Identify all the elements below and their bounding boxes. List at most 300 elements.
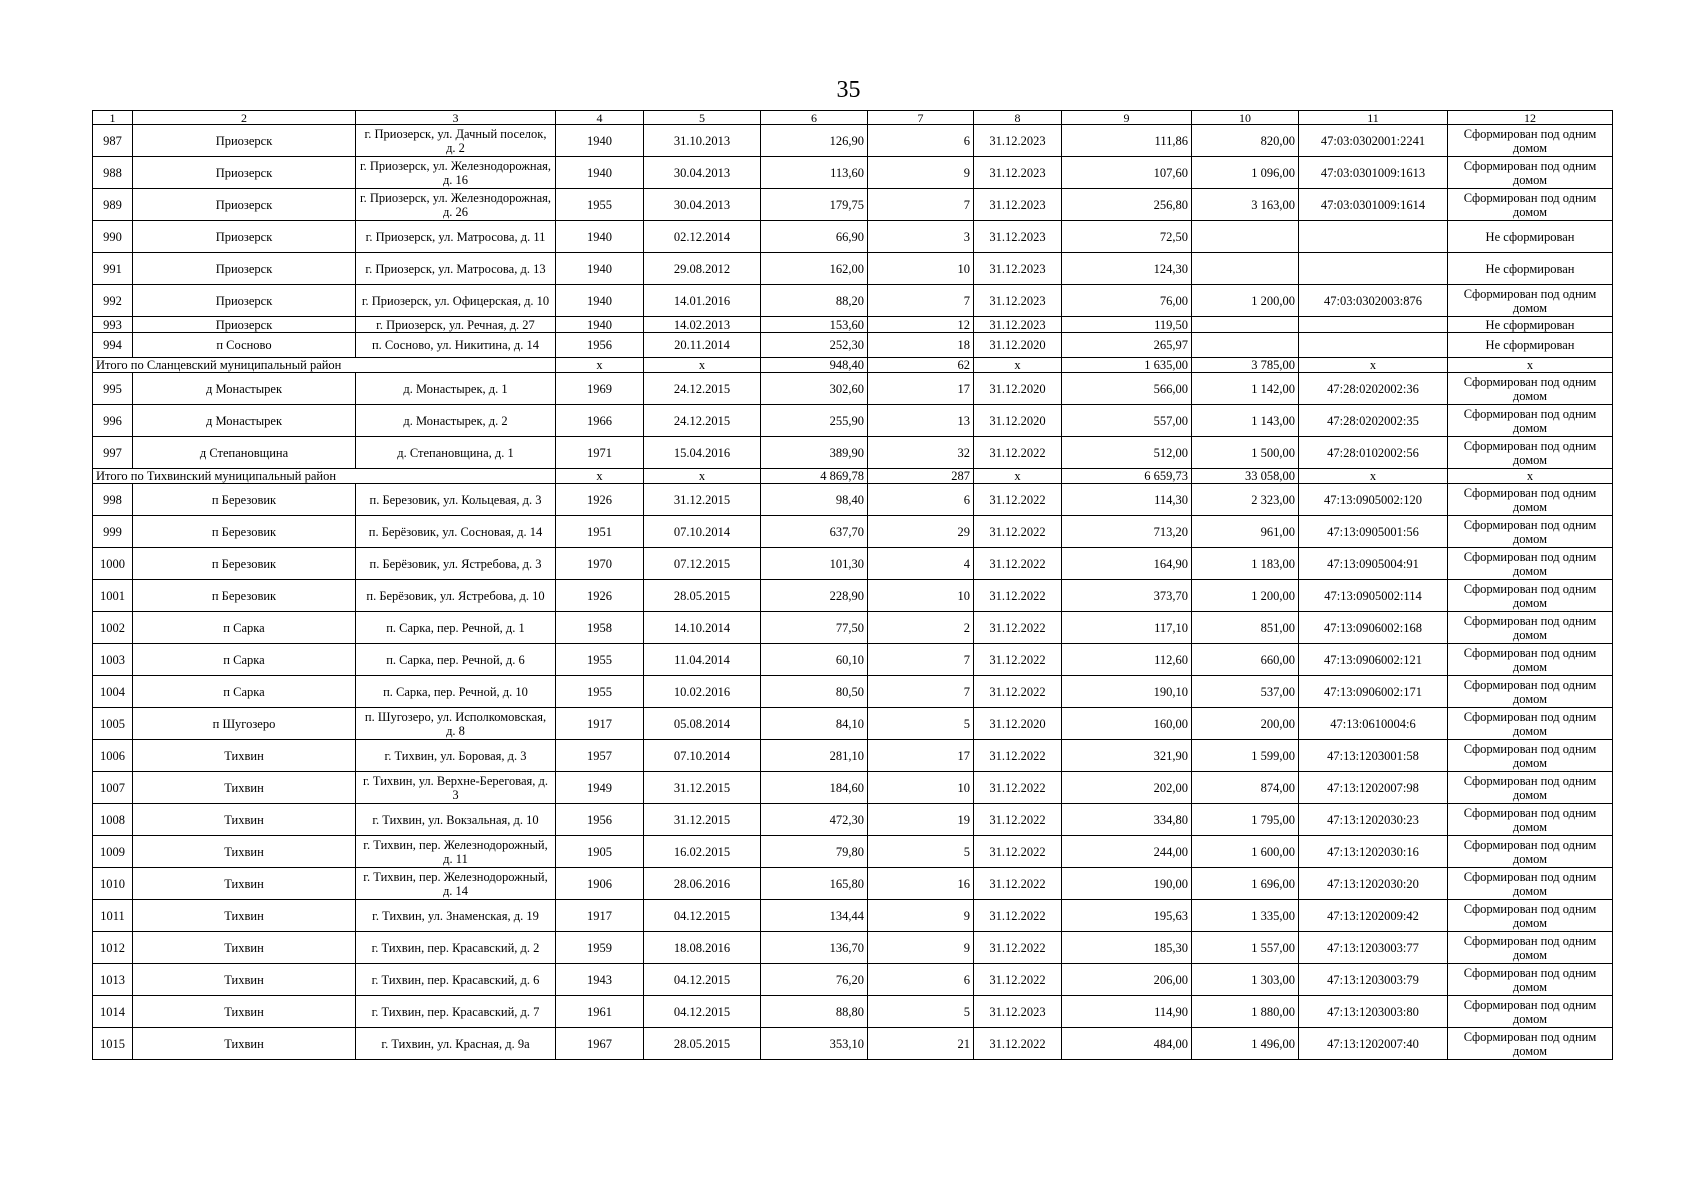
land-status-cell: Сформирован под одним домом	[1448, 996, 1613, 1028]
settlement-cell: п Сарка	[133, 644, 356, 676]
land-status-cell: Сформирован под одним домом	[1448, 516, 1613, 548]
land-area-cell: 1 600,00	[1192, 836, 1299, 868]
residents-cell: 17	[868, 740, 974, 772]
address-cell: г. Тихвин, ул. Знаменская, д. 19	[356, 900, 556, 932]
address-cell: г. Приозерск, ул. Матросова, д. 11	[356, 221, 556, 253]
housing-register-table	[92, 110, 1613, 1060]
address-cell: г. Тихвин, пер. Железнодорожный, д. 14	[356, 868, 556, 900]
recognition-date-cell: 24.12.2015	[644, 373, 761, 405]
column-number-header: 3	[356, 111, 556, 125]
area-cell: 389,90	[761, 437, 868, 469]
land-status-cell: Сформирован под одним домом	[1448, 484, 1613, 516]
table-row	[93, 317, 1613, 333]
table-row	[93, 836, 1613, 868]
table-row	[93, 772, 1613, 804]
cadastral-number-cell: 47:13:0905001:56	[1299, 516, 1448, 548]
cadastral-number-cell: 47:13:1203003:79	[1299, 964, 1448, 996]
settlement-cell: п Сосново	[133, 333, 356, 358]
year-built-cell: 1917	[556, 708, 644, 740]
area-cell: 134,44	[761, 900, 868, 932]
year-built-cell: 1956	[556, 804, 644, 836]
area-total-cell: 112,60	[1062, 644, 1192, 676]
year-built-cell: 1955	[556, 676, 644, 708]
resettlement-deadline-cell: 31.12.2023	[974, 317, 1062, 333]
settlement-cell: Приозерск	[133, 157, 356, 189]
recognition-date-cell: 05.08.2014	[644, 708, 761, 740]
area-cell: 136,70	[761, 932, 868, 964]
land-status-cell: Сформирован под одним домом	[1448, 900, 1613, 932]
recognition-date-cell: 02.12.2014	[644, 221, 761, 253]
row-number-cell: 1008	[93, 804, 133, 836]
land-area-cell: 851,00	[1192, 612, 1299, 644]
recognition-date-cell: 14.02.2013	[644, 317, 761, 333]
land-status-cell: Сформирован под одним домом	[1448, 772, 1613, 804]
land-status-cell: Сформирован под одним домом	[1448, 644, 1613, 676]
cadastral-number-cell: 47:13:1203003:80	[1299, 996, 1448, 1028]
area-cell: 179,75	[761, 189, 868, 221]
cadastral-number-cell: 47:28:0202002:35	[1299, 405, 1448, 437]
land-area-cell: 1 183,00	[1192, 548, 1299, 580]
land-area-cell: 1 795,00	[1192, 804, 1299, 836]
resettlement-deadline-cell: 31.12.2020	[974, 405, 1062, 437]
total-col5-cell: x	[644, 358, 761, 373]
area-total-cell: 484,00	[1062, 1028, 1192, 1060]
table-row	[93, 580, 1613, 612]
address-cell: п. Шугозеро, ул. Исполкомовская, д. 8	[356, 708, 556, 740]
residents-cell: 6	[868, 125, 974, 157]
recognition-date-cell: 30.04.2013	[644, 189, 761, 221]
land-status-cell: Сформирован под одним домом	[1448, 580, 1613, 612]
area-total-cell: 117,10	[1062, 612, 1192, 644]
table-row	[93, 333, 1613, 358]
cadastral-number-cell: 47:13:1202030:23	[1299, 804, 1448, 836]
table-row	[93, 644, 1613, 676]
row-number-cell: 998	[93, 484, 133, 516]
address-cell: г. Приозерск, ул. Матросова, д. 13	[356, 253, 556, 285]
residents-cell: 6	[868, 964, 974, 996]
year-built-cell: 1926	[556, 484, 644, 516]
land-area-cell: 874,00	[1192, 772, 1299, 804]
column-number-header: 12	[1448, 111, 1613, 125]
subtotal-row	[93, 469, 1613, 484]
cadastral-number-cell: 47:28:0102002:56	[1299, 437, 1448, 469]
year-built-cell: 1940	[556, 221, 644, 253]
address-cell: г. Приозерск, ул. Речная, д. 27	[356, 317, 556, 333]
area-total-cell: 160,00	[1062, 708, 1192, 740]
cadastral-number-cell: 47:13:1202030:16	[1299, 836, 1448, 868]
residents-cell: 9	[868, 157, 974, 189]
land-area-cell: 1 200,00	[1192, 285, 1299, 317]
area-cell: 113,60	[761, 157, 868, 189]
address-cell: г. Тихвин, ул. Красная, д. 9а	[356, 1028, 556, 1060]
settlement-cell: Тихвин	[133, 900, 356, 932]
total-col12-cell: x	[1448, 358, 1613, 373]
land-status-cell: Сформирован под одним домом	[1448, 1028, 1613, 1060]
table-row	[93, 612, 1613, 644]
row-number-cell: 1011	[93, 900, 133, 932]
cadastral-number-cell: 47:13:0610004:6	[1299, 708, 1448, 740]
area-total-cell: 206,00	[1062, 964, 1192, 996]
cadastral-number-cell: 47:13:1202009:42	[1299, 900, 1448, 932]
row-number-cell: 991	[93, 253, 133, 285]
resettlement-deadline-cell: 31.12.2022	[974, 836, 1062, 868]
resettlement-deadline-cell: 31.12.2022	[974, 804, 1062, 836]
area-cell: 79,80	[761, 836, 868, 868]
residents-cell: 9	[868, 932, 974, 964]
area-cell: 353,10	[761, 1028, 868, 1060]
settlement-cell: п Сарка	[133, 612, 356, 644]
area-cell: 60,10	[761, 644, 868, 676]
area-total-cell: 256,80	[1062, 189, 1192, 221]
address-cell: п. Сосново, ул. Никитина, д. 14	[356, 333, 556, 358]
area-total-cell: 557,00	[1062, 405, 1192, 437]
table-row	[93, 221, 1613, 253]
table-row	[93, 676, 1613, 708]
land-area-cell: 1 880,00	[1192, 996, 1299, 1028]
land-status-cell: Сформирован под одним домом	[1448, 189, 1613, 221]
column-number-header: 9	[1062, 111, 1192, 125]
area-total-cell: 713,20	[1062, 516, 1192, 548]
total-col8-cell: x	[974, 358, 1062, 373]
land-status-cell: Сформирован под одним домом	[1448, 612, 1613, 644]
recognition-date-cell: 07.10.2014	[644, 516, 761, 548]
area-cell: 162,00	[761, 253, 868, 285]
area-cell: 101,30	[761, 548, 868, 580]
land-status-cell: Не сформирован	[1448, 333, 1613, 358]
address-cell: г. Тихвин, ул. Вокзальная, д. 10	[356, 804, 556, 836]
area-total-cell: 114,30	[1062, 484, 1192, 516]
settlement-cell: Приозерск	[133, 317, 356, 333]
area-total-cell: 334,80	[1062, 804, 1192, 836]
settlement-cell: п Сарка	[133, 676, 356, 708]
year-built-cell: 1956	[556, 333, 644, 358]
recognition-date-cell: 31.12.2015	[644, 804, 761, 836]
land-area-cell	[1192, 221, 1299, 253]
cadastral-number-cell: 47:13:1203001:58	[1299, 740, 1448, 772]
land-area-cell: 200,00	[1192, 708, 1299, 740]
land-area-cell: 537,00	[1192, 676, 1299, 708]
settlement-cell: п Березовик	[133, 580, 356, 612]
cadastral-number-cell: 47:13:0905002:120	[1299, 484, 1448, 516]
address-cell: д. Степановщина, д. 1	[356, 437, 556, 469]
area-cell: 80,50	[761, 676, 868, 708]
table-row	[93, 189, 1613, 221]
settlement-cell: Тихвин	[133, 772, 356, 804]
residents-cell: 13	[868, 405, 974, 437]
year-built-cell: 1906	[556, 868, 644, 900]
recognition-date-cell: 11.04.2014	[644, 644, 761, 676]
resettlement-deadline-cell: 31.12.2020	[974, 708, 1062, 740]
area-total-cell: 72,50	[1062, 221, 1192, 253]
row-number-cell: 992	[93, 285, 133, 317]
settlement-cell: п Березовик	[133, 484, 356, 516]
column-number-header: 6	[761, 111, 868, 125]
subtotal-row	[93, 358, 1613, 373]
column-number-header: 7	[868, 111, 974, 125]
column-number-header: 4	[556, 111, 644, 125]
year-built-cell: 1957	[556, 740, 644, 772]
row-number-cell: 1009	[93, 836, 133, 868]
recognition-date-cell: 28.05.2015	[644, 580, 761, 612]
area-cell: 165,80	[761, 868, 868, 900]
address-cell: п. Березовик, ул. Кольцевая, д. 3	[356, 484, 556, 516]
row-number-cell: 989	[93, 189, 133, 221]
row-number-cell: 993	[93, 317, 133, 333]
row-number-cell: 1003	[93, 644, 133, 676]
settlement-cell: Тихвин	[133, 996, 356, 1028]
area-cell: 637,70	[761, 516, 868, 548]
year-built-cell: 1940	[556, 157, 644, 189]
column-number-header: 5	[644, 111, 761, 125]
table-row	[93, 996, 1613, 1028]
cadastral-number-cell	[1299, 317, 1448, 333]
settlement-cell: Приозерск	[133, 189, 356, 221]
residents-cell: 2	[868, 612, 974, 644]
resettlement-deadline-cell: 31.12.2023	[974, 996, 1062, 1028]
resettlement-deadline-cell: 31.12.2022	[974, 516, 1062, 548]
recognition-date-cell: 04.12.2015	[644, 964, 761, 996]
land-status-cell: Сформирован под одним домом	[1448, 804, 1613, 836]
residents-cell: 7	[868, 285, 974, 317]
land-status-cell: Сформирован под одним домом	[1448, 836, 1613, 868]
year-built-cell: 1905	[556, 836, 644, 868]
total-residents-cell: 287	[868, 469, 974, 484]
year-built-cell: 1926	[556, 580, 644, 612]
row-number-cell: 1015	[93, 1028, 133, 1060]
land-status-cell: Сформирован под одним домом	[1448, 125, 1613, 157]
land-status-cell: Сформирован под одним домом	[1448, 868, 1613, 900]
land-status-cell: Сформирован под одним домом	[1448, 157, 1613, 189]
resettlement-deadline-cell: 31.12.2023	[974, 125, 1062, 157]
row-number-cell: 1007	[93, 772, 133, 804]
address-cell: д. Монастырек, д. 1	[356, 373, 556, 405]
total-col12-cell: x	[1448, 469, 1613, 484]
row-number-cell: 1004	[93, 676, 133, 708]
recognition-date-cell: 28.06.2016	[644, 868, 761, 900]
total-area-all-cell: 6 659,73	[1062, 469, 1192, 484]
table-row	[93, 253, 1613, 285]
land-area-cell: 1 496,00	[1192, 1028, 1299, 1060]
settlement-cell: Приозерск	[133, 221, 356, 253]
column-number-header: 1	[93, 111, 133, 125]
address-cell: п. Сарка, пер. Речной, д. 1	[356, 612, 556, 644]
settlement-cell: Приозерск	[133, 125, 356, 157]
land-area-cell: 660,00	[1192, 644, 1299, 676]
land-status-cell: Не сформирован	[1448, 253, 1613, 285]
address-cell: г. Тихвин, пер. Красавский, д. 7	[356, 996, 556, 1028]
recognition-date-cell: 04.12.2015	[644, 996, 761, 1028]
land-area-cell: 1 096,00	[1192, 157, 1299, 189]
recognition-date-cell: 04.12.2015	[644, 900, 761, 932]
address-cell: п. Берёзовик, ул. Сосновая, д. 14	[356, 516, 556, 548]
address-cell: г. Приозерск, ул. Железнодорожная, д. 16	[356, 157, 556, 189]
residents-cell: 21	[868, 1028, 974, 1060]
residents-cell: 29	[868, 516, 974, 548]
residents-cell: 7	[868, 676, 974, 708]
year-built-cell: 1970	[556, 548, 644, 580]
address-cell: г. Тихвин, пер. Красавский, д. 2	[356, 932, 556, 964]
residents-cell: 6	[868, 484, 974, 516]
area-total-cell: 512,00	[1062, 437, 1192, 469]
residents-cell: 10	[868, 253, 974, 285]
column-number-header: 8	[974, 111, 1062, 125]
row-number-cell: 1013	[93, 964, 133, 996]
settlement-cell: Приозерск	[133, 253, 356, 285]
land-area-cell: 1 557,00	[1192, 932, 1299, 964]
recognition-date-cell: 07.12.2015	[644, 548, 761, 580]
row-number-cell: 990	[93, 221, 133, 253]
land-status-cell: Сформирован под одним домом	[1448, 548, 1613, 580]
land-area-cell: 961,00	[1192, 516, 1299, 548]
row-number-cell: 1000	[93, 548, 133, 580]
residents-cell: 17	[868, 373, 974, 405]
area-cell: 98,40	[761, 484, 868, 516]
address-cell: п. Берёзовик, ул. Ястребова, д. 10	[356, 580, 556, 612]
row-number-cell: 1001	[93, 580, 133, 612]
table-row	[93, 125, 1613, 157]
residents-cell: 10	[868, 772, 974, 804]
row-number-cell: 1012	[93, 932, 133, 964]
address-cell: г. Тихвин, пер. Железнодорожный, д. 11	[356, 836, 556, 868]
recognition-date-cell: 10.02.2016	[644, 676, 761, 708]
year-built-cell: 1967	[556, 1028, 644, 1060]
cadastral-number-cell: 47:28:0202002:36	[1299, 373, 1448, 405]
address-cell: п. Сарка, пер. Речной, д. 10	[356, 676, 556, 708]
settlement-cell: Тихвин	[133, 932, 356, 964]
area-cell: 84,10	[761, 708, 868, 740]
area-total-cell: 164,90	[1062, 548, 1192, 580]
settlement-cell: Тихвин	[133, 868, 356, 900]
row-number-cell: 987	[93, 125, 133, 157]
year-built-cell: 1949	[556, 772, 644, 804]
year-built-cell: 1940	[556, 253, 644, 285]
recognition-date-cell: 29.08.2012	[644, 253, 761, 285]
land-area-cell: 1 303,00	[1192, 964, 1299, 996]
cadastral-number-cell: 47:13:1203003:77	[1299, 932, 1448, 964]
row-number-cell: 999	[93, 516, 133, 548]
land-status-cell: Сформирован под одним домом	[1448, 405, 1613, 437]
row-number-cell: 996	[93, 405, 133, 437]
total-col4-cell: x	[556, 469, 644, 484]
residents-cell: 9	[868, 900, 974, 932]
table-row	[93, 868, 1613, 900]
resettlement-deadline-cell: 31.12.2020	[974, 333, 1062, 358]
area-cell: 252,30	[761, 333, 868, 358]
area-total-cell: 119,50	[1062, 317, 1192, 333]
table-row	[93, 484, 1613, 516]
resettlement-deadline-cell: 31.12.2022	[974, 1028, 1062, 1060]
resettlement-deadline-cell: 31.12.2022	[974, 900, 1062, 932]
settlement-cell: Тихвин	[133, 740, 356, 772]
settlement-cell: д Монастырек	[133, 405, 356, 437]
year-built-cell: 1940	[556, 317, 644, 333]
cadastral-number-cell: 47:13:1202007:98	[1299, 772, 1448, 804]
year-built-cell: 1955	[556, 189, 644, 221]
table-row	[93, 1028, 1613, 1060]
address-cell: п. Сарка, пер. Речной, д. 6	[356, 644, 556, 676]
cadastral-number-cell: 47:03:0302003:876	[1299, 285, 1448, 317]
land-status-cell: Сформирован под одним домом	[1448, 676, 1613, 708]
land-status-cell: Сформирован под одним домом	[1448, 932, 1613, 964]
area-cell: 153,60	[761, 317, 868, 333]
year-built-cell: 1940	[556, 285, 644, 317]
cadastral-number-cell: 47:13:1202007:40	[1299, 1028, 1448, 1060]
table-row	[93, 804, 1613, 836]
residents-cell: 7	[868, 644, 974, 676]
address-cell: д. Монастырек, д. 2	[356, 405, 556, 437]
land-status-cell: Сформирован под одним домом	[1448, 437, 1613, 469]
area-total-cell: 244,00	[1062, 836, 1192, 868]
recognition-date-cell: 31.12.2015	[644, 484, 761, 516]
resettlement-deadline-cell: 31.12.2023	[974, 221, 1062, 253]
year-built-cell: 1971	[556, 437, 644, 469]
subtotal-label: Итого по Сланцевский муниципальный район	[93, 358, 556, 373]
total-col11-cell: x	[1299, 358, 1448, 373]
residents-cell: 18	[868, 333, 974, 358]
resettlement-deadline-cell: 31.12.2022	[974, 580, 1062, 612]
residents-cell: 5	[868, 996, 974, 1028]
resettlement-deadline-cell: 31.12.2023	[974, 157, 1062, 189]
land-area-cell: 2 323,00	[1192, 484, 1299, 516]
row-number-cell: 1014	[93, 996, 133, 1028]
area-total-cell: 111,86	[1062, 125, 1192, 157]
land-area-cell: 1 335,00	[1192, 900, 1299, 932]
total-col11-cell: x	[1299, 469, 1448, 484]
year-built-cell: 1966	[556, 405, 644, 437]
row-number-cell: 994	[93, 333, 133, 358]
total-area-cell: 4 869,78	[761, 469, 868, 484]
total-col5-cell: x	[644, 469, 761, 484]
area-cell: 302,60	[761, 373, 868, 405]
page-number: 35	[836, 77, 861, 103]
area-cell: 184,60	[761, 772, 868, 804]
land-area-cell	[1192, 253, 1299, 285]
area-total-cell: 195,63	[1062, 900, 1192, 932]
total-land-area-cell: 3 785,00	[1192, 358, 1299, 373]
recognition-date-cell: 20.11.2014	[644, 333, 761, 358]
land-status-cell: Не сформирован	[1448, 221, 1613, 253]
area-total-cell: 76,00	[1062, 285, 1192, 317]
land-area-cell: 1 500,00	[1192, 437, 1299, 469]
row-number-cell: 988	[93, 157, 133, 189]
settlement-cell: п Березовик	[133, 516, 356, 548]
total-col4-cell: x	[556, 358, 644, 373]
subtotal-label: Итого по Тихвинский муниципальный район	[93, 469, 556, 484]
row-number-cell: 1006	[93, 740, 133, 772]
recognition-date-cell: 16.02.2015	[644, 836, 761, 868]
table-row	[93, 708, 1613, 740]
column-number-header: 11	[1299, 111, 1448, 125]
cadastral-number-cell: 47:13:0906002:171	[1299, 676, 1448, 708]
land-status-cell: Сформирован под одним домом	[1448, 740, 1613, 772]
row-number-cell: 1010	[93, 868, 133, 900]
resettlement-deadline-cell: 31.12.2022	[974, 612, 1062, 644]
recognition-date-cell: 24.12.2015	[644, 405, 761, 437]
table-row	[93, 157, 1613, 189]
total-area-cell: 948,40	[761, 358, 868, 373]
land-area-cell	[1192, 333, 1299, 358]
year-built-cell: 1917	[556, 900, 644, 932]
cadastral-number-cell: 47:03:0302001:2241	[1299, 125, 1448, 157]
area-total-cell: 202,00	[1062, 772, 1192, 804]
year-built-cell: 1959	[556, 932, 644, 964]
land-status-cell: Сформирован под одним домом	[1448, 285, 1613, 317]
table-row	[93, 740, 1613, 772]
land-area-cell: 1 143,00	[1192, 405, 1299, 437]
table-row	[93, 932, 1613, 964]
land-status-cell: Не сформирован	[1448, 317, 1613, 333]
residents-cell: 3	[868, 221, 974, 253]
